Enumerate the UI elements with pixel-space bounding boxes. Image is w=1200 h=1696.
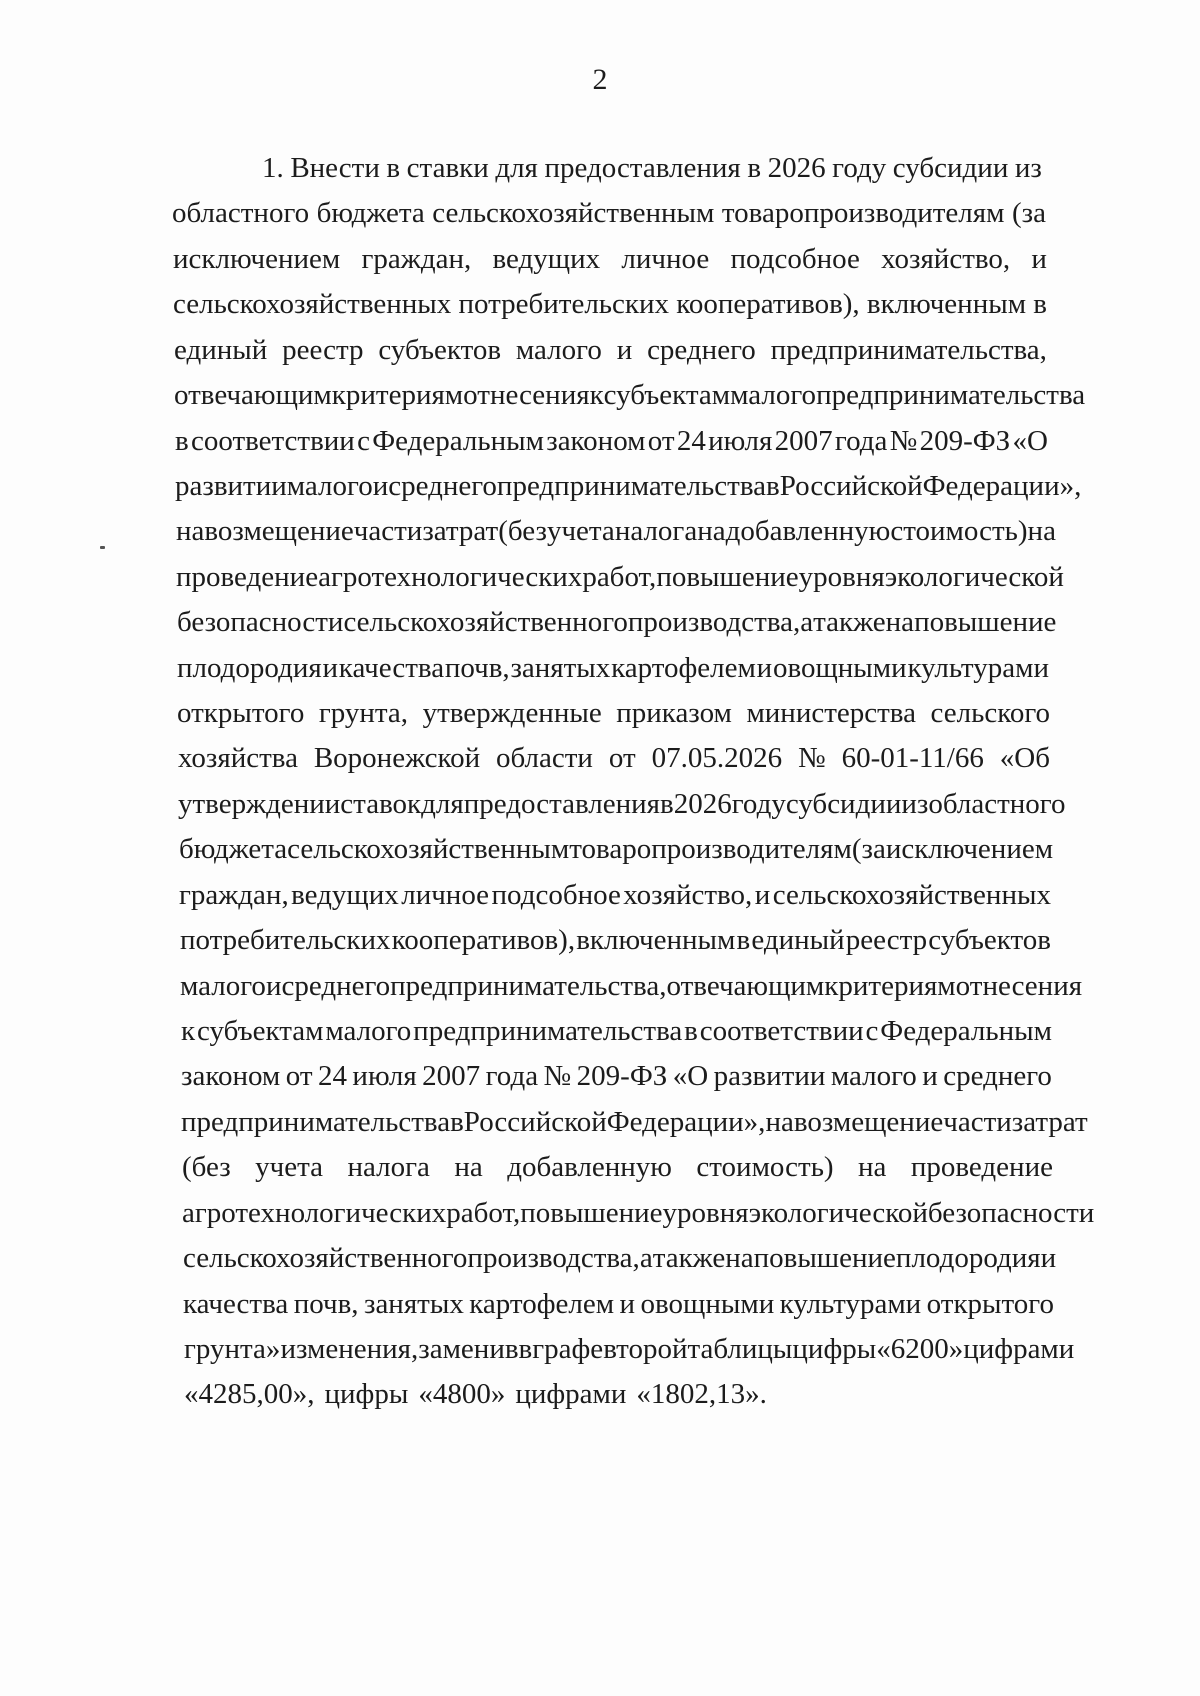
word: на — [725, 1242, 754, 1275]
word: потребительских — [180, 924, 391, 957]
word: на — [454, 1151, 483, 1184]
word: соответствии — [190, 424, 355, 457]
word: предпринимательства — [816, 379, 1086, 412]
word: (за — [851, 833, 886, 866]
word: налога — [347, 1151, 430, 1184]
word: Федерации», — [606, 1105, 766, 1138]
word: на — [885, 606, 915, 639]
word: ведущих — [492, 242, 601, 275]
word: от — [285, 1060, 313, 1093]
word: налога — [614, 515, 698, 548]
word: агротехнологических — [182, 1196, 447, 1229]
word: предпринимательства — [413, 1015, 683, 1048]
text-line — [180, 922, 1051, 958]
text-line — [177, 650, 1049, 686]
word: производства, — [627, 606, 801, 639]
word: развитии — [713, 1060, 826, 1093]
text-line — [178, 786, 1066, 822]
word: сельскохозяйственного — [183, 1242, 468, 1275]
word: открытого — [177, 697, 305, 730]
word: личное — [401, 878, 490, 911]
word: кооперативов), — [391, 924, 576, 957]
word: к — [589, 379, 604, 412]
text-line — [174, 377, 1086, 413]
word: работ, — [446, 1196, 521, 1229]
word: от — [647, 424, 675, 457]
word: малого — [180, 969, 266, 1002]
word: года — [834, 424, 888, 457]
word: среднего — [943, 1060, 1052, 1093]
word: ведущих — [291, 878, 399, 911]
word: в — [747, 152, 762, 184]
word: сельскохозяйственных — [772, 878, 1051, 911]
word: «6200» — [876, 1332, 964, 1365]
word: Федеральным — [372, 424, 544, 457]
word: критериям — [331, 379, 464, 412]
word: учета — [255, 1151, 324, 1184]
word: овощными — [640, 1287, 775, 1320]
word: Внести — [290, 152, 380, 184]
word: утвержденные — [422, 697, 602, 730]
word: цифры — [324, 1378, 409, 1411]
word: хозяйства — [178, 742, 298, 775]
word: сельскохозяйственного — [343, 606, 628, 639]
word: графе — [532, 1332, 604, 1365]
word: культурами — [907, 651, 1049, 684]
word: ставки — [406, 152, 489, 184]
word: стоимость) — [890, 515, 1028, 548]
text-line — [182, 1195, 1095, 1231]
word: занятых — [363, 1287, 464, 1320]
word: реестр — [282, 333, 364, 366]
word: исключением — [173, 242, 341, 275]
word: субъектам — [603, 379, 731, 412]
word: качества — [338, 651, 445, 684]
text-line — [175, 468, 1082, 504]
word: Федеральным — [880, 1015, 1052, 1048]
word: предпринимательства — [181, 1105, 451, 1138]
word: отнесения — [463, 379, 590, 412]
word: для — [495, 152, 538, 184]
word: таблицы — [687, 1332, 793, 1365]
word: в — [766, 469, 780, 502]
word: безопасности — [927, 1196, 1095, 1229]
word: уровня — [662, 1196, 749, 1229]
word: «4285,00», — [184, 1378, 315, 1411]
word: предоставления — [463, 787, 661, 820]
word: июля — [352, 1060, 417, 1093]
text-line — [173, 241, 1047, 277]
word: соответствии — [699, 1015, 864, 1048]
word: к — [181, 1015, 196, 1048]
word: производства, — [467, 1242, 640, 1275]
word: экологической — [884, 560, 1064, 593]
word: картофелем — [469, 1287, 615, 1320]
word: Российской — [463, 1105, 607, 1138]
word: занятых — [510, 651, 611, 684]
word: агротехнологических — [318, 560, 583, 593]
word: грунта, — [318, 697, 409, 730]
word: почв, — [444, 651, 510, 684]
word: малого — [286, 469, 373, 502]
text-line — [181, 1058, 1052, 1094]
word: утверждении — [178, 787, 341, 820]
word: области — [496, 742, 593, 775]
word: бюджета — [179, 833, 288, 866]
text-line — [183, 1240, 1057, 1276]
word: Федерации», — [922, 469, 1082, 502]
word: предпринимательства — [496, 469, 767, 502]
word: министерства — [746, 697, 916, 730]
word: приказом — [616, 697, 732, 730]
word: 24 — [317, 1060, 347, 1093]
word: повышение — [753, 1242, 896, 1275]
word: малого — [515, 333, 602, 366]
word: году — [832, 152, 887, 184]
word: изменения, — [280, 1332, 419, 1365]
word: «4800» — [418, 1378, 506, 1411]
word: областного — [172, 197, 310, 230]
text-line — [177, 604, 1057, 640]
text-line — [173, 286, 1047, 322]
word: граждан, — [179, 878, 289, 911]
page-number: 2 — [592, 63, 608, 96]
word: и — [756, 651, 773, 684]
word: хозяйство, — [881, 242, 1011, 275]
word: и — [1040, 1242, 1057, 1275]
word: включенным — [866, 288, 1027, 321]
word: личное — [621, 242, 710, 275]
word: году — [731, 787, 786, 820]
word: (без — [182, 1151, 231, 1184]
word: также — [813, 606, 886, 639]
word: «1802,13». — [636, 1378, 767, 1411]
word: повышение — [656, 560, 799, 593]
word: плодородия — [177, 651, 322, 684]
word: с — [357, 424, 370, 457]
word: заменив — [418, 1332, 519, 1365]
text-line — [174, 332, 1047, 368]
word: грунта» — [184, 1332, 281, 1365]
word: (за — [1011, 197, 1046, 230]
word: 209-ФЗ — [576, 1060, 668, 1093]
text-line — [175, 423, 1048, 459]
word: товаропроизводителям — [721, 197, 1005, 230]
word: 1. — [262, 152, 284, 184]
word: бюджета — [316, 197, 425, 230]
word: среднего — [388, 469, 497, 502]
word: добавленную — [507, 1151, 672, 1184]
word: для — [421, 787, 464, 820]
word: в — [386, 152, 401, 184]
word: и — [372, 469, 389, 502]
text-line — [262, 150, 1042, 186]
text-line — [179, 831, 1054, 867]
word: Воронежской — [313, 742, 481, 775]
word: 07.05.2026 — [651, 742, 783, 775]
word: 2007 — [774, 424, 833, 457]
word: хозяйство, — [623, 878, 753, 911]
word: работ, — [582, 560, 657, 593]
word: «О — [1012, 424, 1048, 457]
word: законом — [546, 424, 646, 457]
word: безопасности — [177, 606, 344, 639]
word: в — [175, 424, 189, 457]
word: 209-ФЗ — [919, 424, 1011, 457]
word: исключением — [885, 833, 1054, 866]
text-line — [178, 740, 1050, 776]
word: субсидии — [892, 152, 1009, 184]
word: и — [1031, 242, 1047, 275]
word: второй — [603, 1332, 688, 1365]
text-line — [183, 1286, 1054, 1322]
word: затрат — [1011, 1105, 1088, 1138]
word: малого — [730, 379, 817, 412]
text-line — [184, 1376, 1054, 1412]
word: и — [616, 333, 633, 366]
word: среднего — [281, 969, 391, 1002]
word: сельскохозяйственных — [173, 288, 452, 321]
word: предпринимательства, — [390, 969, 667, 1002]
word: на — [765, 1105, 794, 1138]
scan-speck — [100, 546, 105, 549]
word: части — [353, 515, 423, 548]
word: и — [922, 1060, 938, 1093]
word: малого — [830, 1060, 917, 1093]
word: реестр — [845, 924, 928, 957]
word: 24 — [676, 424, 706, 457]
word: культурами — [779, 1287, 922, 1320]
word: потребительских — [458, 288, 670, 321]
word: а — [639, 1242, 653, 1275]
word: а — [800, 606, 814, 639]
word: цифрами — [515, 1378, 627, 1411]
word: в — [450, 1105, 464, 1138]
word: и — [619, 1287, 636, 1320]
word: включенным — [576, 924, 736, 957]
word: субсидии — [785, 787, 902, 820]
word: 2007 — [422, 1060, 481, 1093]
word: овощными — [772, 651, 907, 684]
word: критериям — [824, 969, 956, 1002]
word: в — [684, 1015, 698, 1048]
word: № — [889, 424, 918, 457]
word: цифрами — [963, 1332, 1075, 1365]
word: субъектов — [928, 924, 1051, 957]
text-line — [176, 559, 1064, 595]
word: возмещение — [204, 515, 354, 548]
word: цифры — [792, 1332, 877, 1365]
word: (без — [498, 515, 547, 548]
word: кооперативов), — [676, 288, 860, 321]
word: от — [608, 742, 636, 775]
word: повышение — [520, 1196, 663, 1229]
word: областного — [928, 787, 1066, 820]
word: отвечающим — [666, 969, 825, 1002]
word: также — [652, 1242, 726, 1275]
word: подсобное — [730, 242, 860, 275]
word: ставок — [340, 787, 422, 820]
word: и — [754, 878, 771, 911]
word: затрат — [422, 515, 499, 548]
word: и — [322, 651, 339, 684]
word: добавленную — [725, 515, 891, 548]
word: № — [543, 1060, 572, 1093]
word: в — [1033, 288, 1047, 321]
word: граждан, — [361, 242, 472, 275]
word: сельского — [930, 697, 1050, 730]
word: 2026 — [767, 152, 826, 184]
word: развитии — [175, 469, 287, 502]
word: отнесения — [955, 969, 1083, 1002]
word: единый — [174, 333, 268, 366]
word: части — [943, 1105, 1012, 1138]
word: с — [865, 1015, 879, 1048]
word: подсобное — [491, 878, 621, 911]
word: 2026 — [673, 787, 732, 820]
word: среднего — [647, 333, 756, 366]
word: и — [265, 969, 282, 1002]
word: на — [697, 515, 726, 548]
text-line — [181, 1104, 1088, 1140]
word: почв, — [293, 1287, 359, 1320]
word: сельскохозяйственным — [432, 197, 715, 230]
text-line — [180, 968, 1083, 1004]
word: «О — [672, 1060, 709, 1093]
word: «Об — [999, 742, 1050, 775]
text-line — [176, 513, 1056, 549]
word: качества — [183, 1287, 289, 1320]
word: законом — [181, 1060, 281, 1093]
word: сельскохозяйственным — [287, 833, 570, 866]
word: уровня — [798, 560, 885, 593]
word: проведение — [910, 1151, 1053, 1184]
word: плодородия — [895, 1242, 1041, 1275]
word: открытого — [926, 1287, 1054, 1320]
word: № — [797, 742, 826, 775]
word: Российской — [779, 469, 923, 502]
text-line — [172, 195, 1046, 231]
word: в — [660, 787, 674, 820]
word: субъектов — [378, 333, 502, 366]
word: картофелем — [611, 651, 756, 684]
word: в — [518, 1332, 533, 1365]
text-line — [181, 1013, 1052, 1049]
word: субъектам — [196, 1015, 324, 1048]
word: повышение — [914, 606, 1057, 639]
word: товаропроизводителям — [569, 833, 852, 866]
word: на — [858, 1151, 887, 1184]
word: стоимость) — [696, 1151, 834, 1184]
word: из — [901, 787, 929, 820]
text-line — [184, 1331, 1075, 1367]
word: июля — [708, 424, 773, 457]
word: возмещение — [793, 1105, 944, 1138]
word: на — [1027, 515, 1056, 548]
word: года — [485, 1060, 539, 1093]
word: экологической — [748, 1196, 928, 1229]
word: учета — [546, 515, 615, 548]
word: единый — [751, 924, 845, 957]
text-line — [179, 877, 1051, 913]
word: предоставления — [544, 152, 741, 184]
word: 60-01-11/66 — [841, 742, 984, 775]
text-line — [177, 695, 1050, 731]
word: проведение — [176, 560, 319, 593]
text-line — [182, 1149, 1053, 1185]
word: на — [176, 515, 205, 548]
word: отвечающим — [174, 379, 332, 412]
word: предпринимательства, — [770, 333, 1047, 366]
word: из — [1014, 152, 1042, 184]
word: малого — [325, 1015, 412, 1048]
word: в — [736, 924, 751, 957]
